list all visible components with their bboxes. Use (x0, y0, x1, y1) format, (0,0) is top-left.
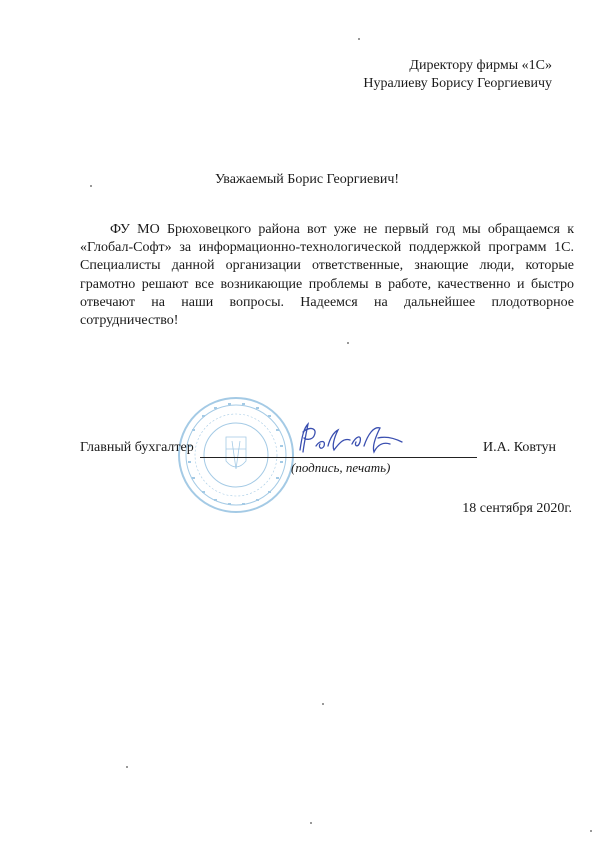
handwritten-signature (294, 416, 409, 464)
scan-speck (310, 822, 312, 824)
signatory-name: И.А. Ковтун (483, 440, 557, 455)
scan-speck (358, 38, 360, 40)
greeting: Уважаемый Борис Георгиевич! (214, 172, 400, 187)
addressee-line-1: Директору фирмы «1С» (409, 58, 552, 73)
scan-speck (90, 185, 92, 187)
scan-speck (322, 703, 324, 705)
addressee-block (363, 57, 552, 93)
scan-speck (590, 830, 592, 832)
scan-speck (126, 766, 128, 768)
signature-caption: (подпись, печать) (291, 460, 391, 475)
signatory-position: Главный бухгалтер (80, 440, 194, 455)
official-stamp (176, 395, 296, 515)
letter-body: ФУ МО Брюховецкого района вот уже не первый год мы обращаемся к «Глобал-Софт» за информационно-технологической поддержкой программ 1С. Специалисты данной организации ответственные, знающие люди, которые грамотно решают все возникающие проблемы в работе, качественно и быстро отвечают на наши вопросы. Надеемся на дальнейшее плодотворное сотрудничество! (80, 222, 574, 329)
addressee-line-2: Нуралиеву Борису Георгиевичу (363, 76, 552, 91)
scan-speck (347, 342, 349, 344)
letter-date: 18 сентября 2020г. (462, 501, 572, 516)
